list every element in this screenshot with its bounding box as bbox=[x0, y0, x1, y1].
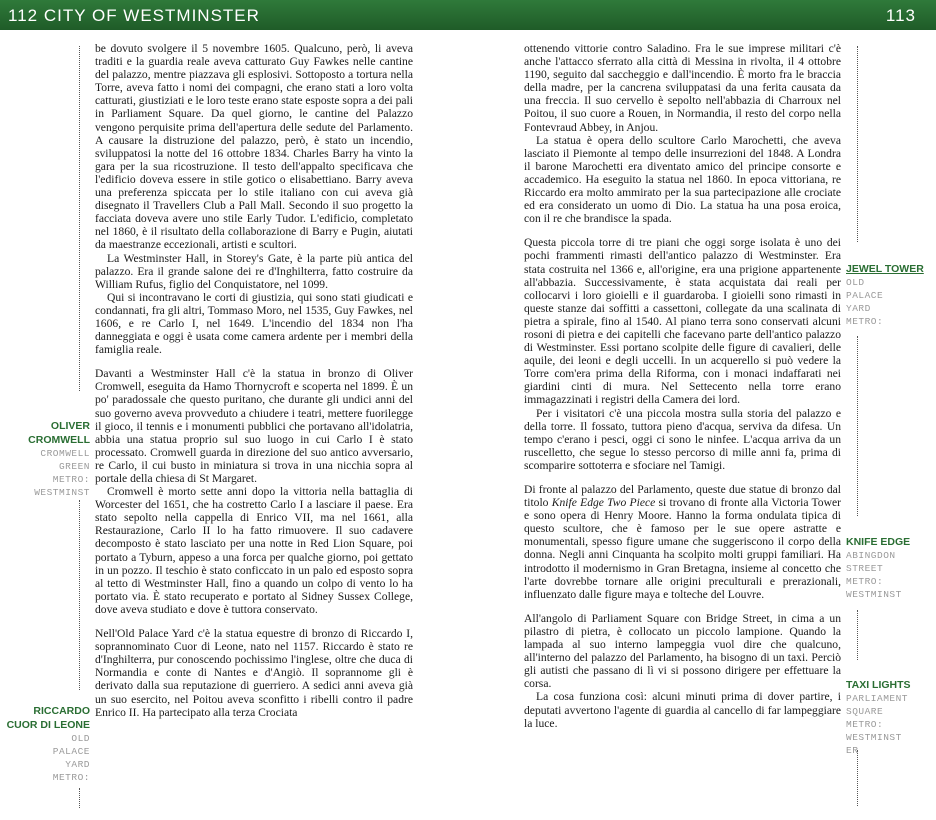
left-margin-rule bbox=[79, 46, 80, 391]
paragraph: La cosa funziona così: alcuni minuti prima di dover partire, i deputati avvertono l'agente di guardia al cancello di far lampeggiare la luce. bbox=[524, 690, 841, 730]
sidebar-title: CUOR DI LEONE bbox=[6, 719, 90, 731]
sidebar-location: OLD bbox=[846, 277, 865, 288]
paragraph: be dovuto svolgere il 5 novembre 1605. Qualcuno, però, li aveva traditi e la guardia reale aveva catturato Guy Fawkes nelle cantine del palazzo, mentre piazzava gli esplosivi. Sottoposto a tortura nella Torre, aveva fatto i nomi dei compagni, che erano stati a loro volta catturati, giustiziati e le loro teste erano state esposte sopra a dei pali in Parliament Square. Da quel giorno, le cantine del Palazzo vengono perquisite prima dell'apertura delle sedute del Parlamento. A causare la distruzione del palazzo, però, è stato un incendio, sviluppatosi la notte del 16 ottobre 1834. Charles Barry ha vinto la gara per la sua ricostruzione. Il testo dell'appalto specificava che l'edificio doveva essere in stile gotico o elisabettiano. Barry aveva una preferenza spiccata per lo stile italiano con cui aveva già disegnato il Travellers Club a Pall Mall. Secondo il suo progetto la facciata doveva avere uno stile Early Tudor. L'edificio, completato nel 1860, è il risultato della collaborazione di Barry e Pugin, aiutati da maestranze eccezionali, artisti e scultori. bbox=[95, 42, 413, 252]
sidebar-location: SQUARE bbox=[846, 706, 884, 717]
sidebar-title: JEWEL TOWER bbox=[846, 263, 924, 275]
sidebar-location: STREET bbox=[846, 563, 884, 574]
sidebar-metro-station: WESTMINST bbox=[846, 589, 902, 600]
paragraph: La Westminster Hall, in Storey's Gate, è la parte più antica del palazzo. Era il grande salone dei re d'Inghilterra, fatto costruire da William Rufus, figlio del Conquistatore, nel 1099. bbox=[95, 251, 413, 291]
page-header bbox=[0, 0, 936, 30]
left-page-header: 112 CITY OF WESTMINSTER bbox=[8, 6, 260, 25]
left-page-text bbox=[95, 42, 413, 719]
sidebar-metro-label: METRO: bbox=[846, 316, 884, 327]
right-margin-rule bbox=[857, 610, 858, 660]
sidebar-title: CROMWELL bbox=[28, 434, 90, 446]
artwork-title: Knife Edge Two Piece bbox=[551, 496, 656, 510]
sidebar-location: PARLIAMENT bbox=[846, 693, 909, 704]
sidebar-location: ABINGDON bbox=[846, 550, 896, 561]
sidebar-title: KNIFE EDGE bbox=[846, 536, 911, 548]
sidebar-metro-label: METRO: bbox=[52, 772, 90, 783]
sidebar-location: PALACE bbox=[846, 290, 884, 301]
sidebar-location: YARD bbox=[65, 759, 90, 770]
sidebar-title: TAXI LIGHTS bbox=[846, 679, 911, 691]
paragraph: ottenendo vittorie contro Saladino. Fra le sue imprese militari c'è anche l'attacco sferrato alla città di Messina in rivolta, il 4 ottobre 1190, seguito dal saccheggio e dall'incendio. È morto fra le braccia della madre, per la cancrena sviluppatasi da una ferita causata da una freccia. Il suo cervello è sepolto nell'abbazia di Charroux nel Poitou, il suo cuore a Rouen, in Normandia, il resto del corpo nella Fontevraud Abbey, in Anjou. bbox=[524, 42, 841, 134]
sidebar-location: GREEN bbox=[58, 461, 90, 472]
paragraph-knife-edge: Di fronte al palazzo del Parlamento, queste due statue di bronzo dal titolo Knife Edge Two Piece si trovano di fronte alla Victoria Tower e sono opera di Henry Moore. Hanno la forma ondulata tipica di questo scultore, che è famoso per le sue opere astratte e monumentali, spesso figure umane che suggeriscono il corpo della donna. Negli anni Cinquanta ha scolpito molti gruppi familiari. Ha introdotto il modernismo in Gran Bretagna, insieme al concetto che l'arte dovrebbe tornare alle origini preculturali e prerazionali, influenzato dalle figure maya e tolteche del Louvre. bbox=[524, 483, 841, 601]
right-page-number: 113 bbox=[885, 6, 916, 25]
paragraph: Nell'Old Palace Yard c'è la statua equestre di bronzo di Riccardo I, soprannominato Cuor di Leone, nato nel 1157. Riccardo è stato re d'Inghilterra, pur conoscendo pochissimo l'inglese, oltre che duca di Normandia e conte di Nantes e d'Angiò. Il soprannome gli è derivato dalla sua reputazione di guerriero. A sedici anni aveva già un suo esercito, nel Poitou aveva sconfitto i ribelli contro il padre Enrico II. Ha partecipato alla terza Crociata bbox=[95, 627, 413, 719]
paragraph: Qui si incontravano le corti di giustizia, qui sono stati giudicati e condannati, fra gli altri, Tommaso Moro, nel 1535, Guy Fawkes, nel 1606, e re Carlo I, nel 1649. L'incendio del 1834 non l'ha danneggiata e oggi è usata come camera ardente per i membri della famiglia reale. bbox=[95, 290, 413, 357]
sidebar-title: OLIVER bbox=[50, 420, 90, 432]
sidebar-location: OLD bbox=[71, 733, 90, 744]
right-page-text bbox=[524, 42, 841, 730]
sidebar-location: YARD bbox=[846, 303, 871, 314]
paragraph: Questa piccola torre di tre piani che oggi sorge isolata è uno dei pochi frammenti rimasti dell'antico palazzo di Westminster. Era stata costruita nel 1366 e, all'origine, era una prigione appartenente all'abbazia. Successivamente, è stata acquistata dai reali per collocarvi i loro gioielli e il guardaroba. I gioielli sono rimasti in queste stanze dai soffitti a cassettoni, collegate da una scalinata di pietra a spirale, fino al 1540. Al piano terra sono conservati alcuni rosoni di pietra e dei capitelli che facevano parte dell'antico palazzo di Westminster. Essi portano scolpite delle figure di cavalieri, delle aquile, dei leoni e degli uccelli. In un acquerello si può vedere la Torre com'era prima della Riforma, con i monaci indaffarati nei giardini cinti di mura. Nel Settecento nella torre erano immagazzinati i registri della Camera dei lord. bbox=[524, 236, 841, 407]
paragraph: Per i visitatori c'è una piccola mostra sulla storia del palazzo e della torre. Il fossato, tuttora pieno d'acqua, serviva da difesa. Un tempo c'erano i pesci, oggi ci sono le ninfee. L'acqua arriva da un ruscelletto, che segue lo stesso percorso di mille anni fa, prima di scomparire sottoterra e sfociare nel Tamigi. bbox=[524, 406, 841, 472]
paragraph: La statua è opera dello scultore Carlo Marochetti, che aveva lasciato il Piemonte al tempo delle insurrezioni del 1848. A Londra il barone Marochetti era diventato amico del principe consorte e accademico. Ha eseguito la statua nel 1860. In epoca vittoriana, re Riccardo era molto ammirato per la sua partecipazione alle crociate ed era considerato un uomo di Dio. La statua ha una posa eroica, con il re che brandisce la spada. bbox=[524, 133, 841, 226]
sidebar-title: RICCARDO bbox=[33, 705, 90, 717]
sidebar-metro-station: WESTMINST bbox=[846, 732, 902, 743]
sidebar-metro-station: ER bbox=[846, 745, 859, 756]
sidebar-metro-label: METRO: bbox=[846, 719, 884, 730]
paragraph: Cromwell è morto sette anni dopo la vittoria nella battaglia di Worcester del 1651, che ha costretto Carlo I a lasciare il paese. Era stato sepolto nella cappella di Enrico VII, ma nel 1661, alla Restaurazione, Carlo II lo ha fatto rimuovere. Il suo cadavere decomposto è stato lasciato per una notte in Red Lion Square, poi portato a Tyburn, appeso a una forca per qualche giorno, poi gettato in un pozzo. Il teschio è stato conficcato in un palo ed esposto sopra al tetto di Westminster Hall, fino a quando un colpo di vento lo ha portato via. È stato recuperato e portato al Sidney Sussex College, dove aveva studiato e dove è tuttora conservato. bbox=[95, 485, 413, 616]
sidebar-metro-label: METRO: bbox=[846, 576, 884, 587]
sidebar-metro-label: METRO: bbox=[52, 474, 90, 485]
right-margin-rule bbox=[857, 750, 858, 806]
sidebar-location: PALACE bbox=[52, 746, 90, 757]
left-margin-rule bbox=[79, 788, 80, 808]
sidebar-metro-station: WESTMINST bbox=[34, 487, 90, 498]
paragraph: Davanti a Westminster Hall c'è la statua in bronzo di Oliver Cromwell, eseguita da Hamo Thornycroft e scoperta nel 1899. È un po' paradossale che questo puritano, che durante gli undici anni del suo governo aveva provveduto a chiudere i teatri, mettere fuorilegge il gioco, il tennis e i monumenti pubblici che portavano all'idolatria, abbia una statua proprio sul suo luogo in cui Carlo I è stato processato. Cromwell guarda in direzione del suo antico avversario, re Carlo, il cui busto in miniatura si trova in una nicchia sopra al portale della chiesa di St Margaret. bbox=[95, 367, 413, 485]
sidebar-jewel-tower bbox=[846, 262, 926, 328]
sidebar-taxi-lights bbox=[846, 678, 926, 757]
sidebar-location: CROMWELL bbox=[40, 448, 90, 459]
sidebar-knife-edge bbox=[846, 535, 926, 601]
sidebar-riccardo-cuor-di-leone bbox=[2, 704, 90, 784]
left-margin-rule bbox=[79, 500, 80, 690]
paragraph: All'angolo di Parliament Square con Bridge Street, in cima a un pilastro di pietra, è collocato un piccolo lampione. Quando la lampada al suo interno lampeggia vuol dire che qualcuno, all'interno del palazzo del Parlamento, ha bisogno di un taxi. Perciò gli autisti che passano di lì vi si possono dirigere per effettuare la corsa. bbox=[524, 611, 841, 691]
sidebar-oliver-cromwell bbox=[2, 419, 90, 499]
right-margin-rule bbox=[857, 46, 858, 242]
right-margin-rule bbox=[857, 336, 858, 516]
